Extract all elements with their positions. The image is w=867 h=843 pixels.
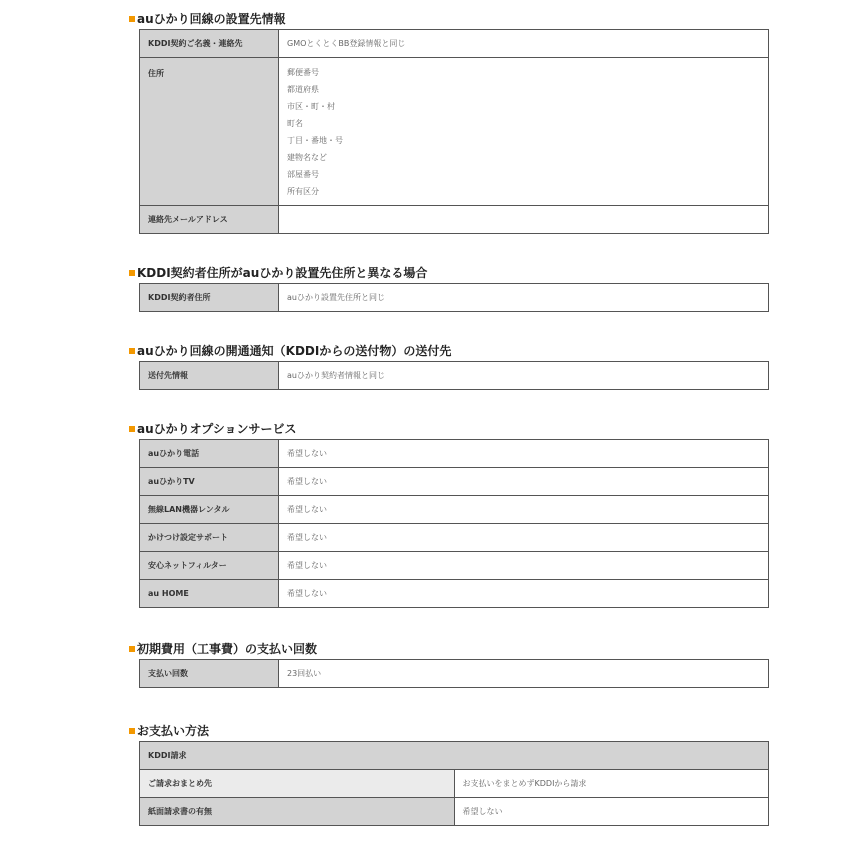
table-row [140,58,769,206]
section-title-notice: auひかり回線の開通通知（KDDIからの送付物）の送付先 [129,344,451,358]
row-label: KDDI契約ご名義・連絡先 [140,30,279,58]
payment-method-table [139,741,769,826]
section-title-kddi-address: KDDI契約者住所がauひかり設置先住所と異なる場合 [129,266,427,280]
row-label: 支払い回数 [140,660,279,688]
row-value: 希望しない [279,496,769,524]
address-line: 都道府県 [287,84,319,94]
payment-count-table [139,659,769,688]
section-title-payment-count: 初期費用（工事費）の支払い回数 [129,642,317,656]
row-value: auひかり契約者情報と同じ [279,362,769,390]
row-value: 希望しない [279,552,769,580]
row-value: 希望しない [279,580,769,608]
row-label: 安心ネットフィルター [140,552,279,580]
table-row [140,580,769,608]
row-label: 無線LAN機器レンタル [140,496,279,524]
table-row [140,284,769,312]
row-label: auひかり電話 [140,440,279,468]
table-row [140,496,769,524]
option-services-table [139,439,769,608]
kddi-address-table [139,283,769,312]
bullet-square-icon [129,426,135,432]
row-value: 希望しない [279,440,769,468]
bullet-square-icon [129,270,135,276]
kddi-billing-header: KDDI請求 [140,742,769,770]
address-line: 所有区分 [287,186,319,196]
installation-info-table [139,29,769,234]
section-title-options: auひかりオプションサービス [129,422,297,436]
table-row [140,552,769,580]
row-label: 住所 [140,58,279,206]
row-value: 23回払い [279,660,769,688]
table-row [140,770,769,798]
bullet-square-icon [129,16,135,22]
address-line: 市区・町・村 [287,101,335,111]
row-label: 送付先情報 [140,362,279,390]
row-label: 紙面請求書の有無 [140,798,455,826]
table-row [140,798,769,826]
row-value: 希望しない [279,468,769,496]
table-row [140,30,769,58]
row-value: 希望しない [279,524,769,552]
row-label: かけつけ設定サポート [140,524,279,552]
row-value: 希望しない [454,798,769,826]
row-label: 連絡先メールアドレス [140,206,279,234]
address-line: 建物名など [287,152,327,162]
bullet-square-icon [129,348,135,354]
table-row [140,524,769,552]
address-line: 町名 [287,118,303,128]
table-row [140,362,769,390]
section-title-payment-method: お支払い方法 [129,724,209,738]
row-label: auひかりTV [140,468,279,496]
table-row [140,660,769,688]
row-value: auひかり設置先住所と同じ [279,284,769,312]
row-value [279,206,769,234]
table-row [140,206,769,234]
address-line: 部屋番号 [287,169,319,179]
row-label: au HOME [140,580,279,608]
bullet-square-icon [129,646,135,652]
address-values [279,58,769,206]
bullet-square-icon [129,728,135,734]
notice-destination-table [139,361,769,390]
table-row [140,468,769,496]
address-line: 郵便番号 [287,67,319,77]
address-line: 丁目・番地・号 [287,135,343,145]
row-value: お支払いをまとめずKDDIから請求 [454,770,769,798]
section-title-installation: auひかり回線の設置先情報 [129,12,286,26]
row-label: KDDI契約者住所 [140,284,279,312]
table-row [140,742,769,770]
row-label: ご請求おまとめ先 [140,770,455,798]
table-row [140,440,769,468]
row-value: GMOとくとくBB登録情報と同じ [279,30,769,58]
